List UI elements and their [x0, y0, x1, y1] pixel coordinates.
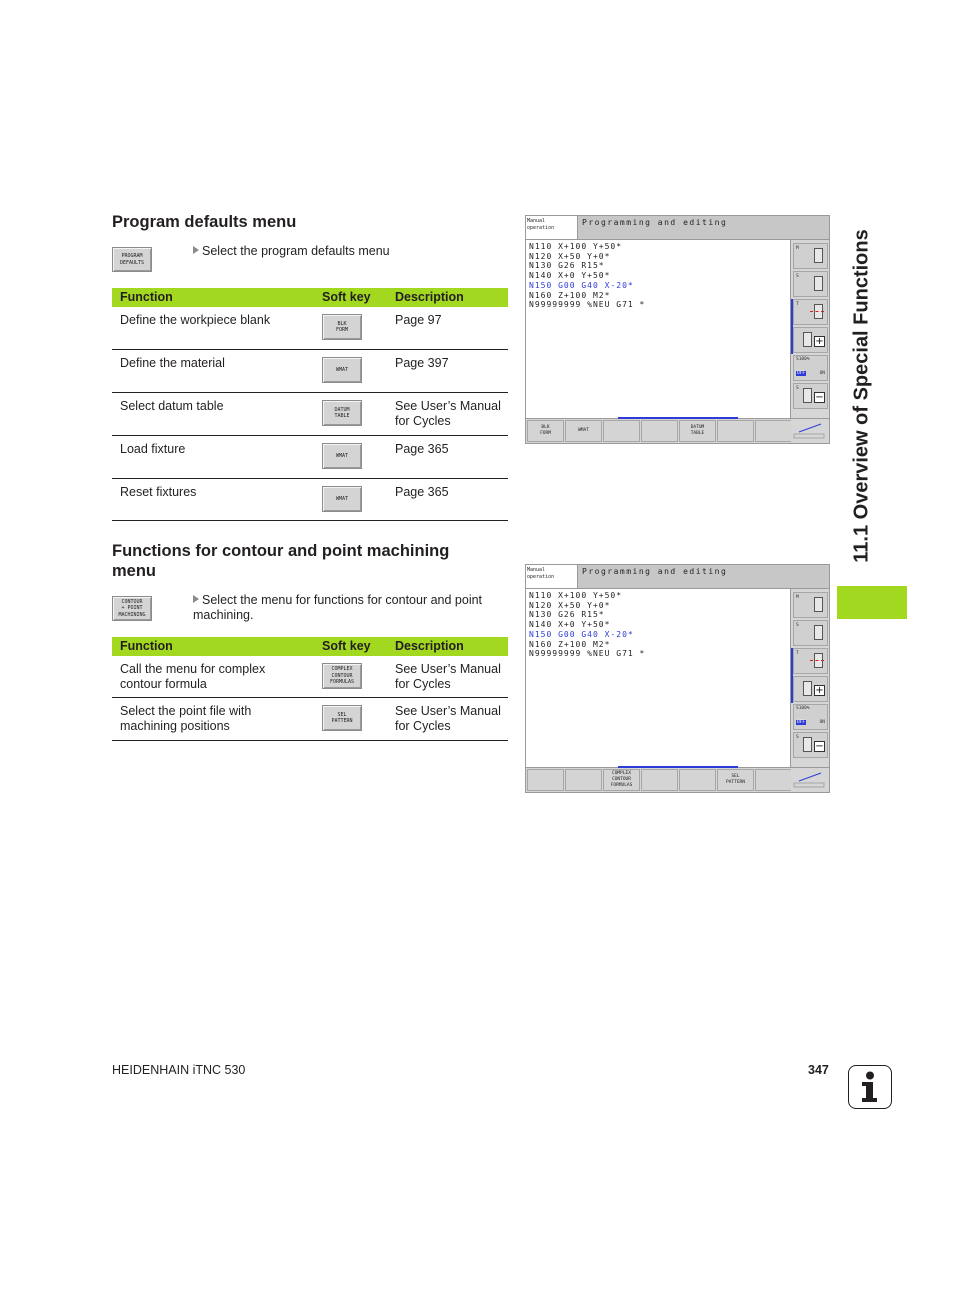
arrow-icon [810, 660, 824, 661]
screen-bottom-softkeys [526, 418, 791, 443]
contour-point-machining-softkey[interactable]: CONTOUR + POINT MACHINING [112, 596, 152, 621]
table-row [112, 393, 508, 436]
cell-function: Select the point file with machining positions [120, 704, 252, 733]
machine-tool-icon [814, 248, 823, 263]
bottom-softkey[interactable] [527, 769, 564, 791]
program-line: N120 X+50 Y+0* [529, 600, 611, 610]
header-function: Function [120, 639, 173, 653]
program-line: N130 G26 R15* [529, 261, 605, 271]
side-softkey[interactable] [793, 327, 828, 353]
cell-function: Reset fixtures [120, 485, 197, 499]
header-softkey: Soft key [322, 639, 371, 653]
arrow-icon [791, 768, 827, 790]
row-softkey[interactable]: WMAT [322, 357, 362, 383]
screen-side-softkeys [791, 589, 829, 767]
machine-tool-icon [803, 681, 812, 696]
side-softkey[interactable]: S − [793, 732, 828, 758]
bottom-softkey[interactable]: BLK FORM [527, 420, 564, 442]
program-line: N120 X+50 Y+0* [529, 251, 611, 261]
side-softkey[interactable]: T [793, 299, 828, 325]
active-indicator [791, 648, 793, 703]
screen-corner-softkey[interactable] [791, 418, 829, 443]
cell-description: Page 97 [395, 313, 442, 327]
bottom-softkey[interactable]: COMPLEX CONTOUR FORMULAS [603, 769, 640, 791]
screen-bottom-softkeys [526, 767, 791, 792]
softkey-row-indicator [618, 766, 738, 768]
row-softkey[interactable]: BLK FORM [322, 314, 362, 340]
section-heading-contour-point: Functions for contour and point machining menu [112, 542, 450, 580]
program-line: N150 G00 G40 X-20* [529, 629, 634, 639]
header-description: Description [395, 639, 464, 653]
program-line: N150 G00 G40 X-20* [529, 280, 634, 290]
cell-description: Page 365 [395, 485, 449, 499]
screen-side-softkeys [791, 240, 829, 418]
bottom-softkey[interactable] [755, 420, 792, 442]
side-softkey[interactable]: T [793, 648, 828, 674]
footer-page-number: 347 [808, 1063, 829, 1077]
bottom-softkey[interactable] [679, 769, 716, 791]
program-line: N110 X+100 Y+50* [529, 591, 623, 600]
minus-icon: − [815, 392, 824, 403]
row-softkey[interactable]: SEL PATTERN [322, 705, 362, 731]
side-softkey[interactable]: S [793, 271, 828, 297]
instruction-text: Select the program defaults menu [202, 244, 390, 258]
table-row [112, 350, 508, 393]
active-indicator [791, 299, 793, 354]
cell-function: Define the material [120, 356, 225, 370]
table-body [112, 656, 508, 741]
triangle-bullet-icon [193, 246, 199, 254]
program-line: N110 X+100 Y+50* [529, 242, 623, 251]
screen-program-listing [526, 589, 791, 769]
plus-icon: + [815, 685, 824, 696]
bottom-softkey[interactable] [603, 420, 640, 442]
program-line: N140 X+0 Y+50* [529, 620, 611, 630]
footer-manual-name: HEIDENHAIN iTNC 530 [112, 1063, 246, 1077]
cell-function: Load fixture [120, 442, 186, 456]
cell-function: Select datum table [120, 399, 224, 413]
program-line: N130 G26 R15* [529, 610, 605, 620]
machine-tool-icon [803, 737, 812, 752]
table-header [112, 288, 508, 307]
table-row [112, 479, 508, 521]
table-row [112, 656, 508, 698]
bottom-softkey[interactable]: WMAT [565, 420, 602, 442]
cell-description: See User’s Manual for Cycles [395, 399, 501, 428]
bottom-softkey[interactable]: SEL PATTERN [717, 769, 754, 791]
header-function: Function [120, 290, 173, 304]
softkey-row-indicator [618, 417, 738, 419]
contour-point-table [112, 637, 508, 741]
info-icon [848, 1065, 892, 1109]
row-softkey[interactable]: WMAT [322, 443, 362, 469]
machine-tool-icon [814, 597, 823, 612]
row-softkey[interactable]: DATUM TABLE [322, 400, 362, 426]
instruction-text: Select the menu for functions for contour and point machining. [193, 593, 483, 622]
machine-tool-icon [814, 625, 823, 640]
cell-description: Page 365 [395, 442, 449, 456]
machine-tool-icon [814, 276, 823, 291]
cell-function: Call the menu for complex contour formula [120, 662, 266, 691]
minus-icon: − [815, 741, 824, 752]
plus-icon: + [815, 336, 824, 347]
side-softkey[interactable]: M [793, 243, 828, 269]
chapter-side-label [838, 206, 886, 586]
screen-title: Programming and editing [578, 216, 829, 240]
side-softkey[interactable]: S − [793, 383, 828, 409]
screen-corner-softkey[interactable] [791, 767, 829, 792]
header-softkey: Soft key [322, 290, 371, 304]
chapter-side-label-text: 11.1 Overview of Special Functions [850, 229, 873, 563]
table-row [112, 307, 508, 350]
machine-tool-icon [803, 388, 812, 403]
bottom-softkey[interactable] [565, 769, 602, 791]
table-row [112, 698, 508, 741]
instruction-program-defaults [193, 244, 503, 259]
chapter-side-marker [837, 586, 907, 619]
arrow-icon [810, 311, 824, 312]
instruction-contour-point [193, 593, 503, 623]
screen-title: Programming and editing [578, 565, 829, 589]
program-line: N99999999 %NEU G71 * [529, 649, 646, 659]
bottom-softkey[interactable]: DATUM TABLE [679, 420, 716, 442]
triangle-bullet-icon [193, 595, 199, 603]
row-softkey[interactable]: COMPLEX CONTOUR FORMULAS [322, 663, 362, 689]
program-line: N99999999 %NEU G71 * [529, 300, 646, 310]
program-defaults-table [112, 288, 508, 521]
cell-description: See User’s Manual for Cycles [395, 662, 501, 691]
cell-function: Define the workpiece blank [120, 313, 271, 327]
cell-description: Page 397 [395, 356, 449, 370]
bottom-softkey[interactable] [717, 420, 754, 442]
tnc-screen-contour-point [525, 564, 830, 793]
side-softkey[interactable]: M [793, 592, 828, 618]
side-softkey[interactable]: S100% OFF ON [793, 704, 828, 730]
side-softkey[interactable] [793, 676, 828, 702]
table-body [112, 307, 508, 521]
screen-program-listing [526, 240, 791, 420]
machine-tool-icon [803, 332, 812, 347]
table-row [112, 436, 508, 479]
program-defaults-softkey[interactable]: PROGRAM DEFAULTS [112, 247, 152, 272]
section-heading-program-defaults: Program defaults menu [112, 213, 297, 231]
tnc-screen-program-defaults [525, 215, 830, 444]
bottom-softkey[interactable] [641, 420, 678, 442]
screen-mode-label: Manual operation [526, 565, 578, 589]
program-line: N160 Z+100 M2* [529, 639, 611, 649]
header-description: Description [395, 290, 464, 304]
arrow-icon [791, 419, 827, 441]
bottom-softkey[interactable] [641, 769, 678, 791]
screen-mode-label: Manual operation [526, 216, 578, 240]
table-header [112, 637, 508, 656]
side-softkey[interactable]: S100% OFF ON [793, 355, 828, 381]
side-softkey[interactable]: S [793, 620, 828, 646]
bottom-softkey[interactable] [755, 769, 792, 791]
program-line: N160 Z+100 M2* [529, 290, 611, 300]
program-line: N140 X+0 Y+50* [529, 271, 611, 281]
row-softkey[interactable]: WMAT [322, 486, 362, 512]
cell-description: See User’s Manual for Cycles [395, 704, 501, 733]
